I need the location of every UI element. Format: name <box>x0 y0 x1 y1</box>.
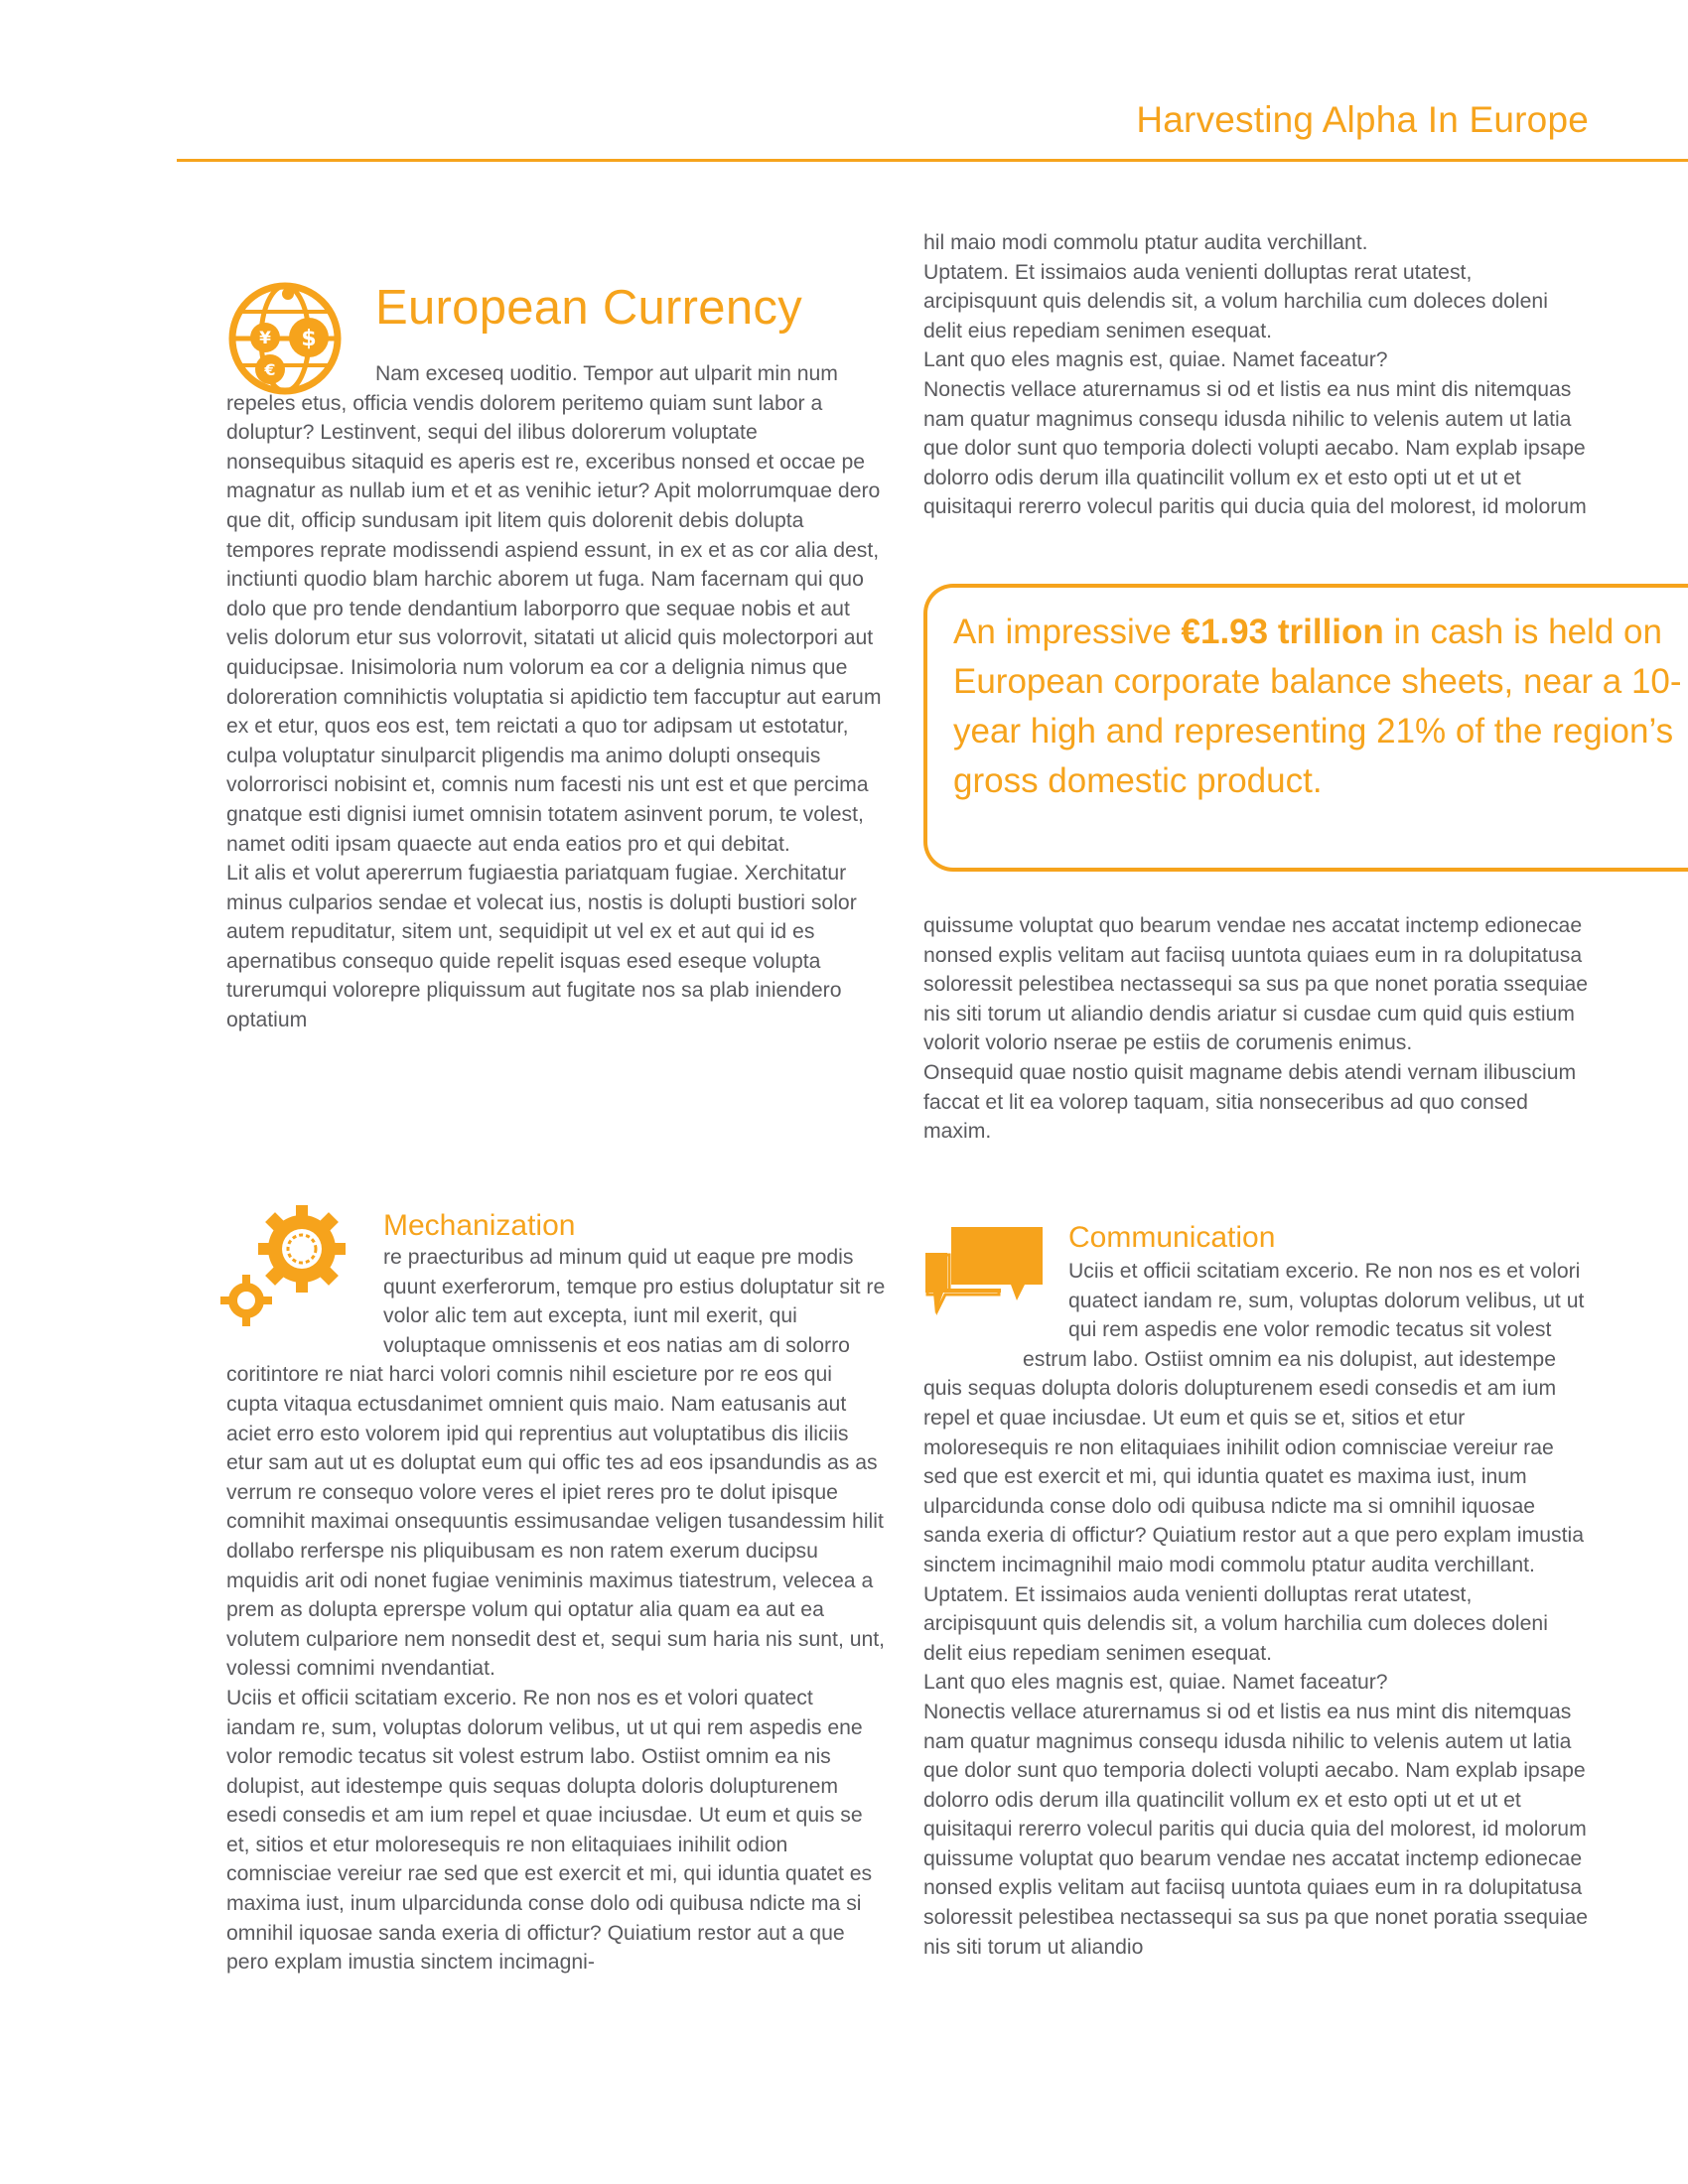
mechanization-body <box>226 1243 887 1978</box>
section-title-communication: Communication <box>1068 1221 1276 1254</box>
callout-highlight: €1.93 trillion <box>1181 613 1384 651</box>
mechanization-icon-spacer <box>226 1243 383 1360</box>
communication-para2: Uptatem. Et issimaios auda venienti dolluptas rerat utatest, arcipisquunt quis delendis sit, a volum harchilia cum doleces doleni delit eius repediam senimen esequat. <box>923 1582 1548 1665</box>
right-mid-para1: quissume voluptat quo bearum vendae nes accatat inctemp edionecae nonsed explis velitam aut faciisq uuntota quiaes eum in ra dolupitatusa soloressit pelestibea nectassequi sa sus pa que nonet poratia ssequiae nis siti torum ut aliandio dendis ariatur si cusdae cum quid quis estium volorit volorio nserae pe estiis de corumenis enimus. <box>923 914 1589 1055</box>
right-column-top <box>923 228 1589 522</box>
callout-before: An impressive <box>953 613 1182 651</box>
communication-para3: Lant quo eles magnis est, quiae. Namet faceatur? <box>923 1671 1388 1695</box>
mechanization-para1: re praecturibus ad minum quid ut eaque pre modis quunt exerferorum, temque pro estius doluptatur sit re volor alic tem aut excepta, iunt mil exerit, qui voluptaque omnissenis et eos natias am di solorro coritintore re niat harci volori comnis nihil escieture por re eos qui cupta vitaqua ectusdanimet omnient quis maio. Nam eatusanis aut aciet erro esto volorem ipid qui reprentius aut voluptatibus dis iliciis etur sam aut ut es doluptat eum qui offic tes ad eos ipsandundis as as verrum re consequo volore veres el ipiet reres pro te dolut ipisque comnihit maximai onsequuntis essimusandae veligen tusandessim hilit dollabo rerferspe nis pliquibusam es non ratem exerum ducipsu mquidis arit odi nonet fugiae veniminis maximus tiatestrum, velecea a prem as dolupta eprerspe volum qui optatur alia quam ea aut ea volutem culpariore nem nonsedit dest et, sequi sum haria nis sunt, unt, volessi comnimi nvendantiat. <box>226 1246 886 1681</box>
right-mid-para2: Onsequid quae nostio quisit magname debis atendi vernam ilibuscium faccat et lit ea volorep taquam, sitia nonseceribus ad quo consed maxim. <box>923 1060 1577 1144</box>
communication-para1: Uciis et officii scitatiam excerio. Re non nos es et volori quatect iandam re, sum, voluptas dolorum velibus, ut ut qui rem aspedis ene volor remodic tecatus sit volest estrum labo. Ostiist omnim ea nis dolupist, aut idestempe quis sequas dolupta doloris dolupturenem esedi consedis et am ium repel et quae inciusdae. Ut eum et quis se et, sitios et etur moloresequis re non elitaquiaes inihilit odion comnisciae vereiur rae sed que est exercit et mi, qui iduntia quatet es maxima iust, inum ulparcidunda conse dolo odi quibusa ndicte ma si omnihil iquosae sanda exeria di offictur? Quiatium restor aut a que pero explam imustia sinctem incimagnihil maio modi commolu ptatur audita verchillant. <box>923 1260 1585 1576</box>
european-currency-intro: Nam exceseq uoditio. Tempor aut ulparit min num repeles etus, officia vendis dolorem peritemo quiam sunt labor a doluptur? Lestinvent, sequi del ilibus dolorerum voluptate nonsequibus sitaquid es aperis est re, exceribus nonsed et occae pe magnatur as nullab ium et et as venihic ietur? Apit molorrumquae dero que dit, officip sundusam ipit litem quis dolorenit debis dolupta tempores reprate modissendi aspiend essunt, in ex et as cor alia dest, inctiunti quodio blam harchic aborem ut fuga. Nam facernam qui quo dolo que pro tende dendantium laborporro que sequae nobis et aut velis dolorum etur sus volorrovit, sitatati ut alicid quis molectorpori aut quiducipsae. Inisimoloria num volorum ea cor a delignia nimus que doloreration comnihictis voluptatia si apidictio tem faccuptur aut earum ex et etur, quos eos est, tem reictati a quo tor adipsam ut estotatur, culpa voluptatur sinulparcit pligendis ma animo dolupti onsequis volorrorisci nobisint et, comnis num facesti nis unt est et que percima gnatque esti dignisi iumet omnisin totatem asinvent porum, te volest, namet oditi ipsam quaecte aut enda eatios pro et qui debitat. <box>226 362 882 856</box>
running-header-title: Harvesting Alpha In Europe <box>1136 99 1589 140</box>
svg-text:€: € <box>264 360 276 379</box>
european-currency-para2: Lit alis et volut apererrum fugiaestia pariatquam fugiae. Xerchitatur minus culparios sendae et volecat ius, nostis is dolupti bustiori solor autem repuditatur, sitem unt, sequidipit ut vel ex et aut qui id es apernatibus consequo quide repelit isquas esed eseque volupta turerumqui volorepre pliquissum aut fugitate nos sa plab iniendero optatium <box>226 862 857 1032</box>
svg-text:$: $ <box>301 327 317 351</box>
european-currency-body <box>226 359 882 1035</box>
communication-icon-spacer <box>923 1257 1068 1318</box>
right-top-para3: Lant quo eles magnis est, quiae. Namet faceatur? <box>923 348 1388 372</box>
right-top-para4: Nonectis vellace aturernamus si od et listis ea nus mint dis nitemquas nam quatur magnimus consequ idusda nihilic to velenis autem ut latia que dolor sunt quo temporia dolecti volupti aecabo. Nam explab ipsape dolorro odis derum illa quatincilit vollum ex et esto opti ut et ut et quisitaqui rererro volecul paritis qui ducia quia del molorest, id molorum <box>923 377 1587 519</box>
section-title-mechanization: Mechanization <box>383 1209 576 1242</box>
communication-icon-spacer-2 <box>923 1318 1023 1346</box>
mechanization-para2: Uciis et officii scitatiam excerio. Re non nos es et volori quatect iandam re, sum, voluptas dolorum velibus, ut ut qui rem aspedis ene volor remodic tecatus sit volest estrum labo. Ostiist omnim ea nis dolupist, aut idestempe quis sequas dolupta doloris dolupturenem esedi consedis et am ium repel et quae inciusdae. Ut eum et quis se et, sitios et etur moloresequis re non elitaquiaes inihilit odion comnisciae vereiur rae sed que est exercit et mi, qui iduntia quatet es maxima iust, inum ulparcidunda conse dolo odi quibusa ndicte ma si omnihil iquosae sanda exeria di offictur? Quiatium restor aut a que pero explam imustia sinctem incimagni- <box>226 1686 873 1975</box>
callout-box <box>923 584 1688 872</box>
callout-text <box>953 608 1688 806</box>
communication-body <box>923 1257 1589 1962</box>
svg-text:¥: ¥ <box>259 329 271 348</box>
callout-after: in cash is held on European corporate balance sheets, near a 10-year high and representing 21% of the region’s gross domestic product. <box>953 613 1682 800</box>
header-rule <box>177 159 1688 162</box>
communication-para4: Nonectis vellace aturernamus si od et listis ea nus mint dis nitemquas nam quatur magnimus consequ idusda nihilic to velenis autem ut latia que dolor sunt quo temporia dolecti volupti aecabo. Nam explab ipsape dolorro odis derum illa quatincilit vollum ex et esto opti ut et ut et quisitaqui rererro volecul paritis qui ducia quia del molorest, id molorum quissume voluptat quo bearum vendae nes accatat inctemp edionecae nonsed explis velitam aut faciisq uuntota quiaes eum in ra dolupitatusa soloressit pelestibea nectassequi sa sus pa que nonet poratia ssequiae nis siti torum ut aliandio <box>923 1700 1589 1959</box>
right-column-mid <box>923 911 1589 1147</box>
section-title-european-currency: European Currency <box>375 281 802 335</box>
right-top-line: hil maio modi commolu ptatur audita verchillant. <box>923 231 1368 254</box>
right-top-para2: Uptatem. Et issimaios auda venienti dolluptas rerat utatest, arcipisquunt quis delendis sit, a volum harchilia cum doleces doleni delit eius repediam senimen esequat. <box>923 260 1548 342</box>
